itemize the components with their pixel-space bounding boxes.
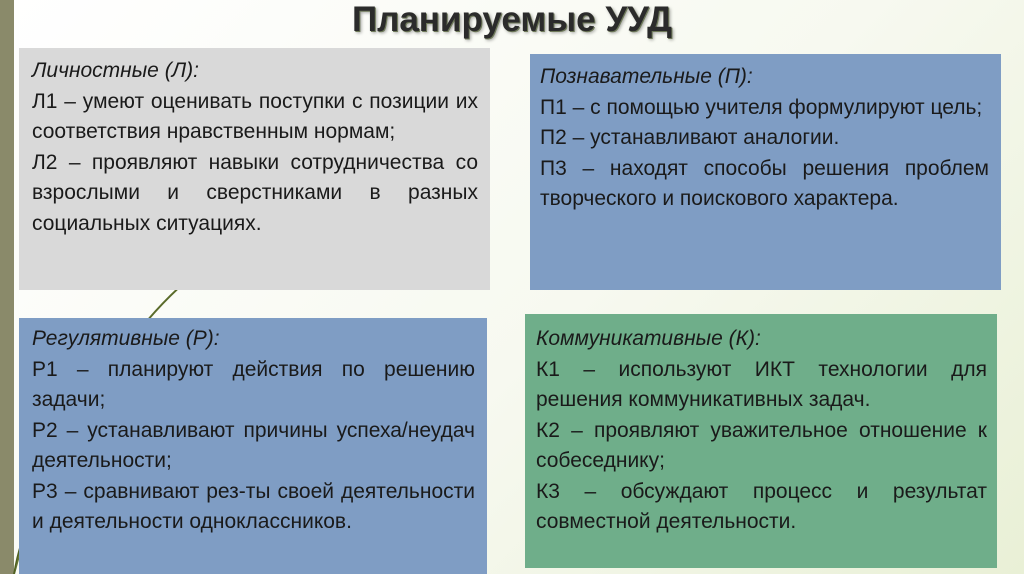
communicative-heading: Коммуникативные (К):	[536, 327, 761, 350]
communicative-item: К3 – обсуждают процесс и результат совместной деятельности.	[536, 479, 987, 533]
personal-uud-box	[19, 48, 490, 290]
regulative-heading: Регулятивные (Р):	[32, 327, 220, 350]
personal-heading: Личностные (Л):	[32, 59, 199, 82]
personal-item: Л2 – проявляют навыки сотрудничества со взрослыми и сверстниками в разных социальных ситуациях.	[32, 150, 478, 235]
regulative-item: Р1 – планируют действия по решению задачи;	[32, 357, 475, 411]
personal-item: Л1 – умеют оценивать поступки с позиции их соответствия нравственным нормам;	[32, 89, 478, 143]
regulative-item: Р2 – устанавливают причины успеха/неудач деятельности;	[32, 418, 475, 472]
cognitive-item: П1 – с помощью учителя формулируют цель;	[540, 95, 983, 119]
regulative-uud-box	[19, 318, 487, 574]
communicative-item: К1 – используют ИКТ технологии для решения коммуникативных задач.	[536, 357, 987, 411]
cognitive-item: П3 – находят способы решения проблем творческого и поискового характера.	[540, 156, 989, 210]
page-title: Планируемые УУД	[351, 0, 673, 39]
cognitive-uud-box	[530, 54, 1001, 290]
cognitive-heading: Познавательные (П):	[540, 65, 753, 88]
cognitive-item: П2 – устанавливают аналогии.	[540, 126, 840, 149]
communicative-uud-box	[525, 314, 997, 568]
regulative-item: Р3 – сравнивают рез-ты своей деятельности и деятельности одноклассников.	[32, 479, 475, 533]
communicative-item: К2 – проявляют уважительное отношение к собеседнику;	[536, 418, 987, 472]
